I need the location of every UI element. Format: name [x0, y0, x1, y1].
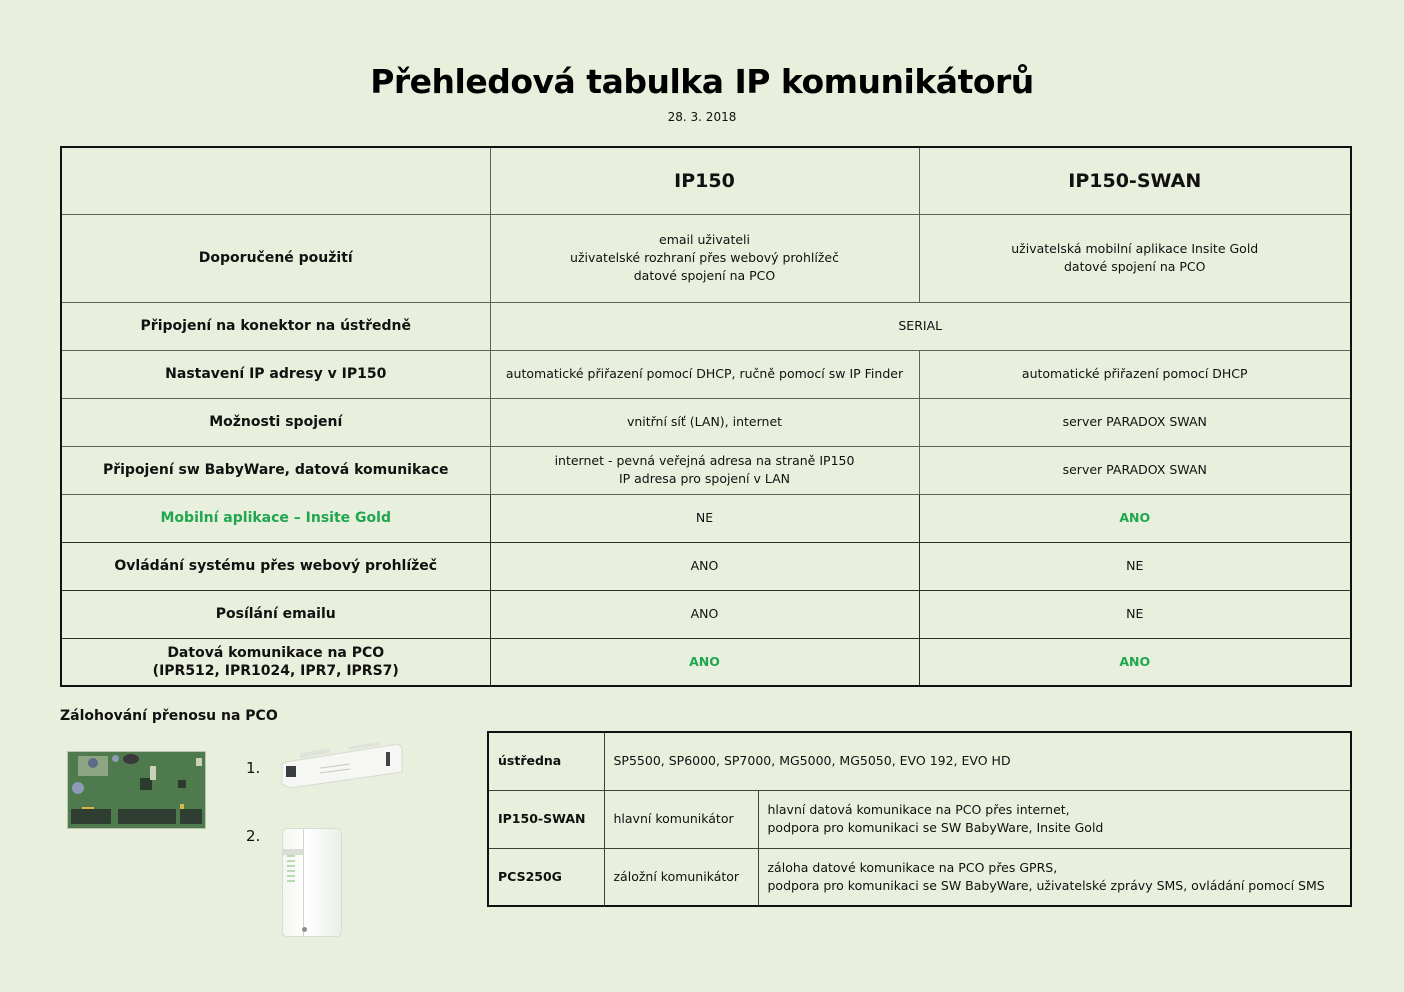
- pcb-capacitor: [72, 782, 84, 794]
- row-label: Ovládání systému přes webový prohlížeč: [61, 542, 490, 590]
- row-label: [61, 638, 490, 686]
- table-row: [61, 350, 1351, 398]
- cell-line: internet - pevná veřejná adresa na straně IP150: [554, 453, 855, 468]
- swan-cell: automatické přiřazení pomocí DHCP: [919, 350, 1351, 398]
- backup-row-role: záložní komunikátor: [604, 848, 758, 906]
- ip150-cell: vnitřní síť (LAN), internet: [490, 398, 919, 446]
- pcb-terminal-block: [118, 809, 176, 824]
- swan-cell: NE: [919, 590, 1351, 638]
- row-label: Posílání emailu: [61, 590, 490, 638]
- cell-line: záloha datové komunikace na PCO přes GPRS,: [767, 859, 1058, 875]
- header-ip150: IP150: [490, 147, 919, 214]
- pcs250g-leds: [287, 855, 295, 883]
- row-label: Mobilní aplikace – Insite Gold: [61, 494, 490, 542]
- control-panel-board-image: [67, 751, 206, 829]
- swan-cell: NE: [919, 542, 1351, 590]
- pcs250g-screw: [302, 927, 307, 932]
- cell-line: podpora pro komunikaci se SW BabyWare, Insite Gold: [767, 820, 1104, 835]
- comparison-table: [60, 146, 1352, 687]
- ip150-terminals: [386, 752, 390, 766]
- backup-row-value: SP5500, SP6000, SP7000, MG5000, MG5050, EVO 192, EVO HD: [604, 732, 1351, 790]
- table-row: [61, 494, 1351, 542]
- cell-line: uživatelské rozhraní přes webový prohlížeč: [570, 250, 839, 265]
- backup-row-description: [758, 848, 1351, 906]
- table-row: [61, 398, 1351, 446]
- swan-cell: server PARADOX SWAN: [919, 398, 1351, 446]
- cell-line: podpora pro komunikaci se SW BabyWare, uživatelské zprávy SMS, ovládání pomocí SMS: [767, 877, 1325, 893]
- table-row: [61, 542, 1351, 590]
- pcb-terminal-block: [71, 809, 111, 824]
- table-row: [61, 446, 1351, 494]
- table-row: [61, 214, 1351, 302]
- cell-line: (IPR512, IPR1024, IPR7, IPRS7): [152, 662, 399, 679]
- cell-line: IP adresa pro spojení v LAN: [618, 471, 791, 486]
- ip150-cell: ANO: [490, 542, 919, 590]
- backup-table-row: [488, 848, 1351, 906]
- backup-row-role: hlavní komunikátor: [604, 790, 758, 848]
- ip150-module-image: [280, 742, 404, 788]
- row-label: Připojení na konektor na ústředně: [61, 302, 490, 350]
- header-ip150-swan: IP150-SWAN: [919, 147, 1351, 214]
- cell-line: hlavní datová komunikace na PCO přes internet,: [767, 802, 1070, 817]
- ip150-cell: NE: [490, 494, 919, 542]
- image-number-1: 1.: [246, 759, 261, 777]
- backup-row-label: IP150-SWAN: [488, 790, 604, 848]
- pcb-battery: [123, 754, 139, 764]
- pcb-terminal-block: [180, 809, 202, 824]
- row-label: Doporučené použití: [61, 214, 490, 302]
- ethernet-port-icon: [286, 766, 296, 777]
- table-row: [61, 638, 1351, 686]
- pcb-capacitor: [112, 755, 119, 762]
- ip150-body: [282, 744, 402, 788]
- backup-row-description: [758, 790, 1351, 848]
- page-title: Přehledová tabulka IP komunikátorů: [370, 62, 1034, 101]
- pcs250g-seam: [303, 829, 304, 936]
- cell-line: Datová komunikace na PCO: [167, 644, 385, 661]
- swan-cell: ANO: [919, 494, 1351, 542]
- backup-table: [487, 731, 1352, 907]
- cell-line: uživatelská mobilní aplikace Insite Gold: [1011, 241, 1259, 256]
- table-row: [61, 302, 1351, 350]
- row-label: Připojení sw BabyWare, datová komunikace: [61, 446, 490, 494]
- ip150-cell: automatické přiřazení pomocí DHCP, ručně pomocí sw IP Finder: [490, 350, 919, 398]
- row-label: Možnosti spojení: [61, 398, 490, 446]
- ip150-cell: ANO: [490, 590, 919, 638]
- ip150-cell: [490, 446, 919, 494]
- backup-row-label: PCS250G: [488, 848, 604, 906]
- cell-line: datové spojení na PCO: [1064, 259, 1206, 274]
- pcb-chip: [178, 780, 186, 788]
- pcs250g-module-image: [282, 828, 342, 937]
- cell-line: datové spojení na PCO: [633, 268, 776, 283]
- backup-table-row: [488, 790, 1351, 848]
- pcb-connector: [150, 766, 156, 780]
- document-date: 28. 3. 2018: [667, 110, 737, 124]
- pcb-connector: [196, 758, 202, 766]
- swan-cell: [919, 214, 1351, 302]
- merged-cell: SERIAL: [490, 302, 1351, 350]
- row-label: Nastavení IP adresy v IP150: [61, 350, 490, 398]
- table-header-row: [61, 147, 1351, 214]
- swan-cell: ANO: [919, 638, 1351, 686]
- ip150-cell: [490, 214, 919, 302]
- cell-line: email uživateli: [659, 232, 750, 247]
- pcb-capacitor: [88, 758, 98, 768]
- ip150-cell: ANO: [490, 638, 919, 686]
- image-number-2: 2.: [246, 827, 261, 845]
- backup-row-label: ústředna: [488, 732, 604, 790]
- backup-table-row: [488, 732, 1351, 790]
- table-row: [61, 590, 1351, 638]
- header-empty-cell: [61, 147, 490, 214]
- backup-section-title: Zálohování přenosu na PCO: [60, 708, 278, 724]
- swan-cell: server PARADOX SWAN: [919, 446, 1351, 494]
